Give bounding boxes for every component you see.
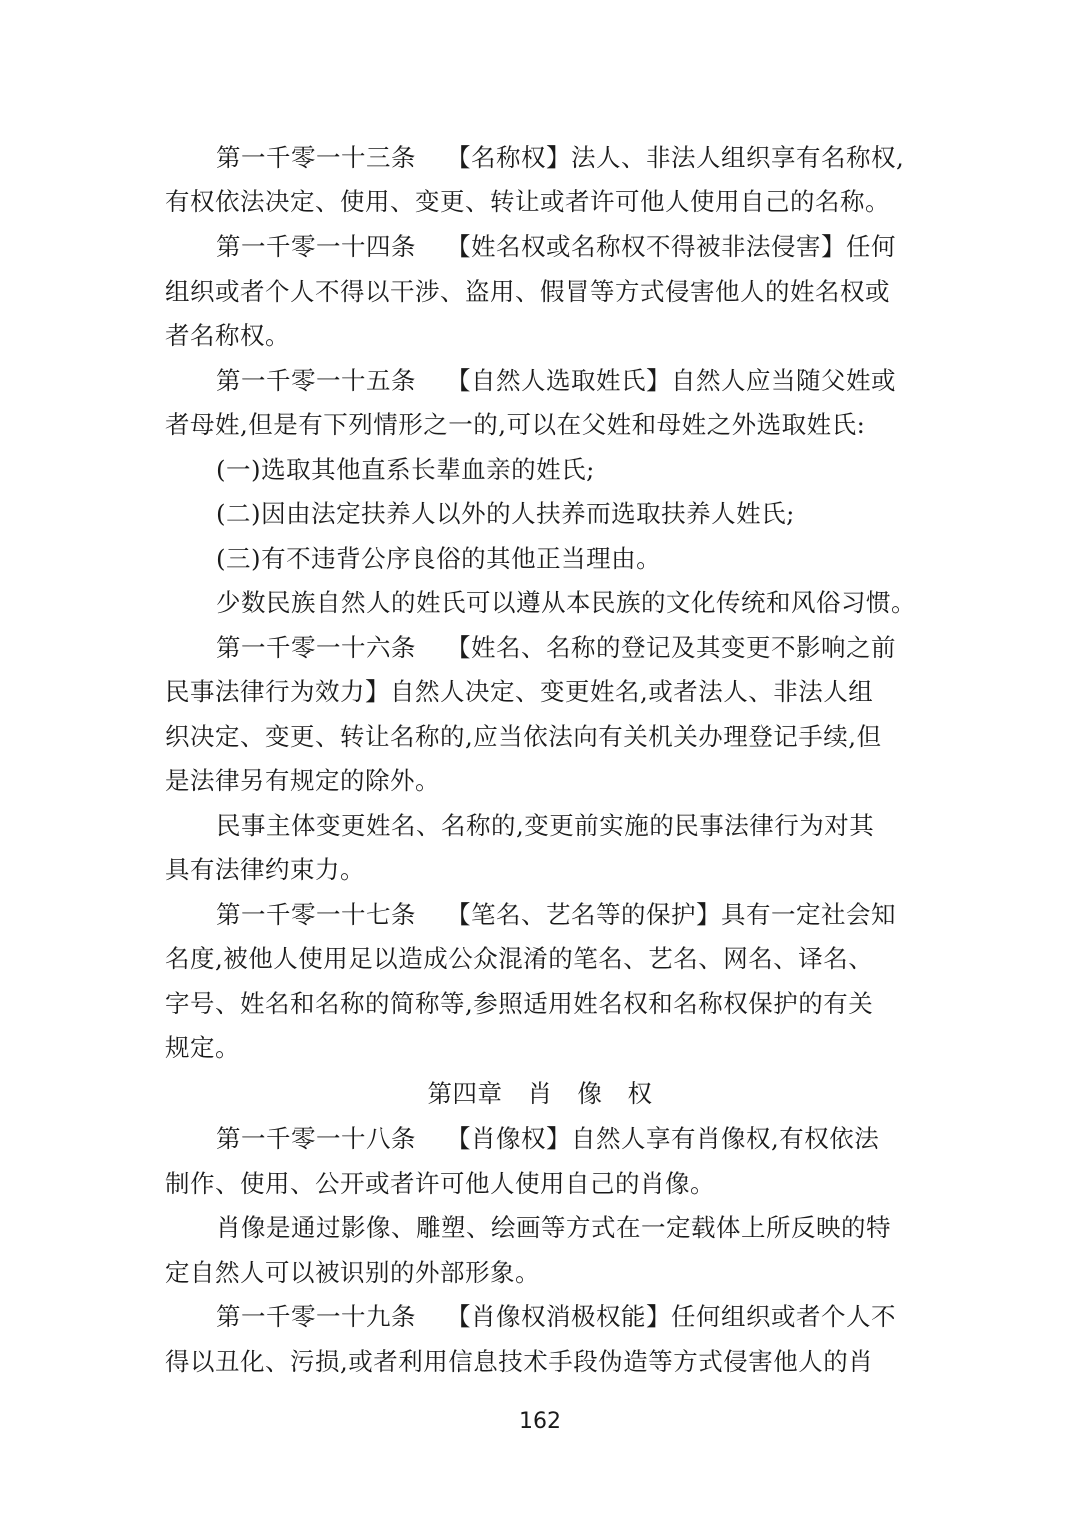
body-line (216, 900, 896, 930)
body-line: 规定。 (165, 1033, 240, 1062)
article-number: 第一千零一十七条 (216, 900, 416, 929)
list-item: (二)因由法定扶养人以外的人扶养而选取扶养人姓氏; (216, 499, 795, 528)
body-line: 制作、使用、公开或者许可他人使用自己的肖像。 (165, 1169, 715, 1198)
body-line: 组织或者个人不得以干涉、盗用、假冒等方式侵害他人的姓名权或 (165, 277, 890, 306)
body-line: 具有法律约束力。 (165, 855, 365, 884)
body-line (216, 1124, 879, 1154)
line-text: 【自然人选取姓氏】自然人应当随父姓或 (446, 366, 896, 395)
body-line: 织决定、变更、转让名称的,应当依法向有关机关办理登记手续,但 (165, 722, 882, 751)
body-line: 名度,被他人使用足以造成公众混淆的笔名、艺名、网名、译名、 (165, 944, 874, 973)
body-line: 民事法律行为效力】自然人决定、变更姓名,或者法人、非法人组 (165, 677, 874, 706)
chapter-heading: 第四章 肖 像 权 (427, 1079, 653, 1108)
article-number: 第一千零一十三条 (216, 143, 416, 172)
body-line: 者母姓,但是有下列情形之一的,可以在父姓和母姓之外选取姓氏: (165, 410, 866, 439)
article-number: 第一千零一十九条 (216, 1302, 416, 1331)
body-line: 得以丑化、污损,或者利用信息技术手段伪造等方式侵害他人的肖 (165, 1347, 874, 1376)
body-line (216, 232, 896, 262)
body-line (216, 633, 896, 663)
list-item: (三)有不违背公序良俗的其他正当理由。 (216, 544, 662, 573)
article-number: 第一千零一十四条 (216, 232, 416, 261)
page-number: 162 (519, 1409, 561, 1434)
body-line (216, 1302, 896, 1332)
body-line: 少数民族自然人的姓氏可以遵从本民族的文化传统和风俗习惯。 (216, 588, 916, 617)
line-text: 【姓名、名称的登记及其变更不影响之前 (446, 633, 896, 662)
body-line: 字号、姓名和名称的简称等,参照适用姓名权和名称权保护的有关 (165, 989, 874, 1018)
body-line (216, 143, 904, 173)
line-text: 【姓名权或名称权不得被非法侵害】任何 (446, 232, 896, 261)
body-line (216, 366, 896, 396)
line-text: 【名称权】法人、非法人组织享有名称权, (446, 143, 905, 172)
article-number: 第一千零一十六条 (216, 633, 416, 662)
article-number: 第一千零一十五条 (216, 366, 416, 395)
body-line: 者名称权。 (165, 321, 290, 350)
body-line: 是法律另有规定的除外。 (165, 766, 440, 795)
line-text: 【肖像权消极权能】任何组织或者个人不 (446, 1302, 896, 1331)
body-line: 有权依法决定、使用、变更、转让或者许可他人使用自己的名称。 (165, 187, 890, 216)
line-text: 【笔名、艺名等的保护】具有一定社会知 (446, 900, 896, 929)
body-line: 肖像是通过影像、雕塑、绘画等方式在一定载体上所反映的特 (216, 1213, 891, 1242)
article-number: 第一千零一十八条 (216, 1124, 416, 1153)
body-line: 民事主体变更姓名、名称的,变更前实施的民事法律行为对其 (216, 811, 875, 840)
body-line: 定自然人可以被识别的外部形象。 (165, 1258, 540, 1287)
line-text: 【肖像权】自然人享有肖像权,有权依法 (446, 1124, 880, 1153)
list-item: (一)选取其他直系长辈血亲的姓氏; (216, 455, 595, 484)
